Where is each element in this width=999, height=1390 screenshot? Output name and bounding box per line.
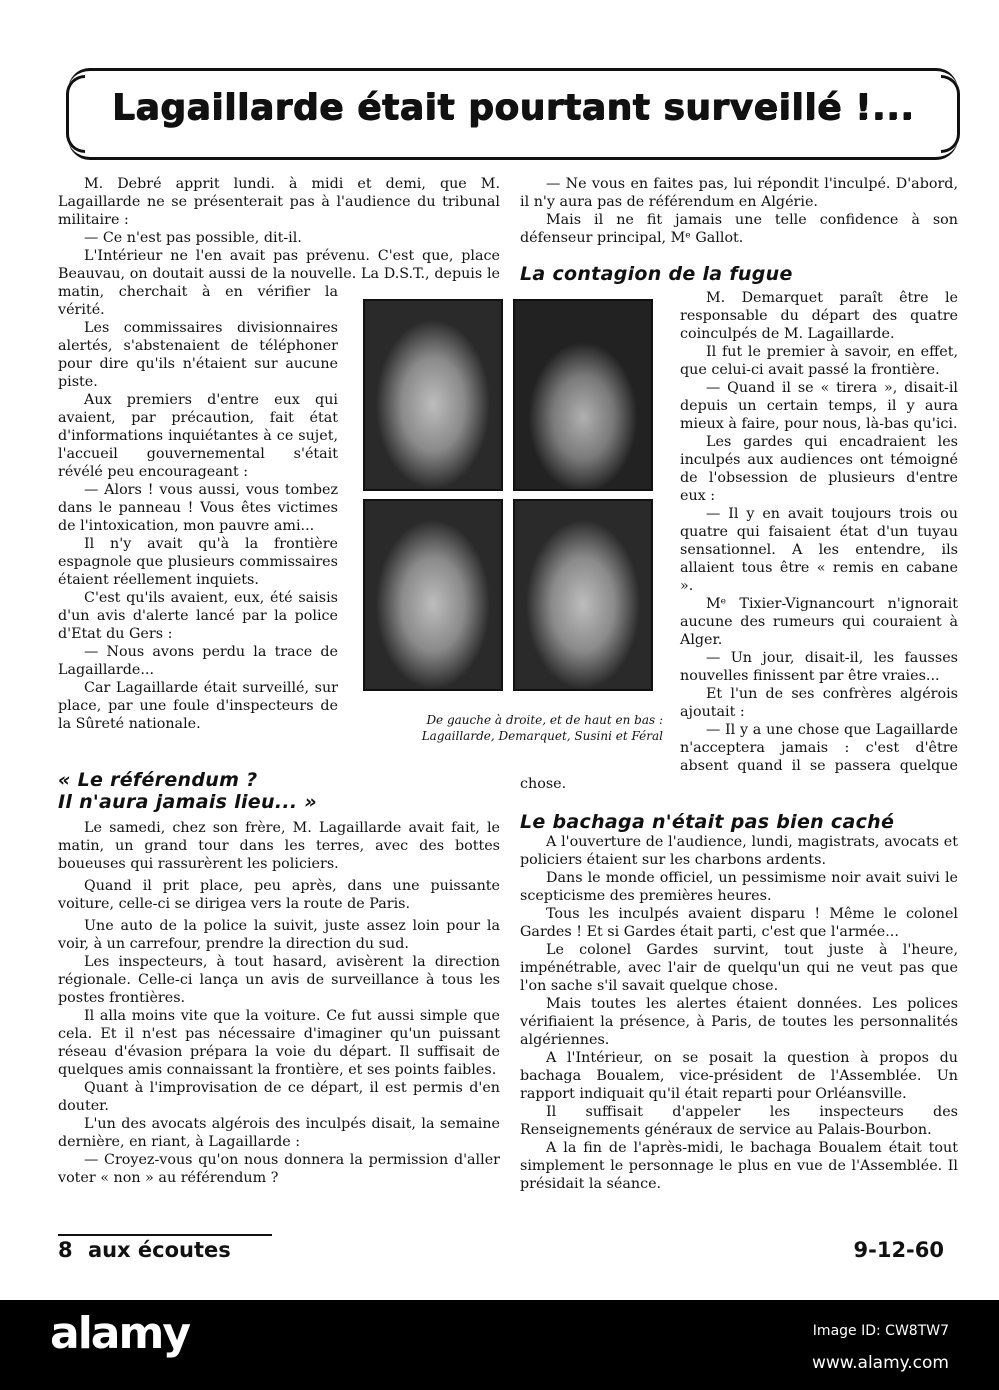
paragraph: M. Debré apprit lundi. à midi et demi, que M. Lagaillarde ne se présenterait pas à l'audience du tribunal militaire : [58, 176, 500, 228]
footer-publication [58, 1238, 231, 1262]
paragraph: Quand il prit place, peu après, dans une puissante voiture, celle-ci se dirigea vers la route de Paris. [58, 878, 500, 912]
paragraph: Le samedi, chez son frère, M. Lagaillarde avait fait, le matin, un grand tour dans les terres, avec des bottes boueuses qui rassurèrent les policiers. [58, 820, 500, 872]
paragraph: Dans le monde officiel, un pessimisme noir avait suivi le scepticisme des premières heures. [520, 870, 958, 904]
caption-line: De gauche à droite, et de haut en bas : [426, 713, 663, 727]
paragraph: C'est qu'ils avaient, eux, été saisis d'un avis d'alerte lancé par la police d'Etat du Gers : [58, 590, 338, 642]
paragraph: Les gardes qui encadraient les inculpés aux audiences ont témoigné de l'obsession de plusieurs d'entre eux : [680, 434, 958, 504]
paragraph: A la fin de l'après-midi, le bachaga Boualem était tout simplement le personnage le plus en vue de l'Assemblée. Il présidait la séance. [520, 1140, 958, 1192]
watermark-bar [0, 1300, 999, 1390]
issue-date: 9-12-60 [853, 1238, 944, 1262]
paragraph: — Quand il se « tirera », disait-il depuis un certain temps, il y aura mieux à faire, pour nous, là-bas qu'ici. [680, 380, 958, 432]
paragraph: Mᵉ Tixier-Vignancourt n'ignorait aucune des rumeurs qui couraient à Alger. [680, 596, 958, 648]
paragraph: Il suffisait d'appeler les inspecteurs des Renseignements généraux de service au Palais-Bourbon. [520, 1104, 958, 1138]
headline-frame [68, 68, 958, 160]
photo-caption [355, 712, 663, 744]
caption-line: Lagaillarde, Demarquet, Susini et Féral [421, 729, 663, 743]
paragraph: Les commissaires divisionnaires alertés, s'abstenaient de téléphoner pour dire qu'ils n'étaient sur aucune piste. [58, 320, 338, 390]
paragraph: Il n'y avait qu'à la frontière espagnole que plusieurs commissaires étaient réellement inquiets. [58, 536, 338, 588]
paragraph: A l'ouverture de l'audience, lundi, magistrats, avocats et policiers étaient sur les charbons ardents. [520, 834, 958, 868]
paragraph: Mais toutes les alertes étaient données. Les polices vérifiaient la présence, à Paris, de toutes les personnalités algériennes. [520, 996, 958, 1048]
photo-feral [513, 499, 653, 691]
paragraph: Une auto de la police la suivit, juste assez loin pour la voir, à un carrefour, prendre la direction du sud. [58, 918, 500, 952]
paragraph: Le colonel Gardes survint, tout juste à l'heure, impénétrable, avec l'air de quelqu'un qui ne veut pas que l'on sache s'il savait quelque chose. [520, 942, 958, 994]
paragraph: — Ne vous en faites pas, lui répondit l'inculpé. D'abord, il n'y aura pas de référendum en Algérie. [520, 176, 958, 210]
paragraph: — Il y en avait toujours trois ou quatre qui faisaient état d'un tuyau sensationnel. A les entendre, ils allaient tous être « remis en cabane ». [680, 506, 958, 594]
watermark-url: www.alamy.com [811, 1353, 949, 1373]
paragraph: M. Demarquet paraît être le responsable du départ des quatre coinculpés de M. Lagaillarde. [680, 290, 958, 342]
paragraph: Quant à l'improvisation de ce départ, il est permis d'en douter. [58, 1080, 500, 1114]
section-heading-contagion: La contagion de la fugue [520, 263, 793, 285]
paragraph: Tous les inculpés avaient disparu ! Même le colonel Gardes ! Et si Gardes était parti, c'est que l'armée... [520, 906, 958, 940]
paragraph: — Ce n'est pas possible, dit-il. [84, 230, 302, 246]
paragraph: Car Lagaillarde était surveillé, sur place, par une foule d'inspecteurs de la Sûreté nationale. [58, 680, 338, 732]
paragraph: — Un jour, disait-il, les fausses nouvelles finissent par être vraies... [680, 650, 958, 684]
photo-lagaillarde [363, 299, 503, 491]
heading-line: « Le référendum ? [58, 769, 258, 791]
headline: Lagaillarde était pourtant surveillé !... [111, 87, 915, 128]
paragraph: Il fut le premier à savoir, en effet, que celui-ci avait passé la frontière. [680, 344, 958, 378]
publication-name: aux écoutes [87, 1238, 231, 1262]
paragraph: Il alla moins vite que la voiture. Ce fut aussi simple que cela. Et il n'est pas nécessaire d'imaginer qu'un puissant réseau d'évasion prépara la voie du départ. Il suffisait de quelques amis connaissant la frontière, et ses points faibles. [58, 1008, 500, 1078]
paragraph: L'Intérieur ne l'en avait pas prévenu. C'est que, place Beauvau, on doutait aussi de la nouvelle. La D.S.T., depuis le matin, cherchait à en vérifier la vérité. [58, 248, 500, 318]
photo-susini [363, 499, 503, 691]
page-number: 8 [58, 1238, 73, 1262]
photo-demarquet [513, 299, 653, 491]
heading-line: Il n'aura jamais lieu... » [58, 791, 317, 813]
paragraph: — Croyez-vous qu'on nous donnera la permission d'aller voter « non » au référendum ? [58, 1152, 500, 1186]
footer-rule [58, 1234, 272, 1236]
image-id: Image ID: CW8TW7 [812, 1323, 949, 1339]
paragraph: Et l'un de ses confrères algérois ajoutait : [680, 686, 958, 720]
paragraph: Mais il ne fit jamais une telle confidence à son défenseur principal, Mᵉ Gallot. [520, 212, 958, 246]
paragraph: L'un des avocats algérois des inculpés disait, la semaine dernière, en riant, à Lagaillarde : [58, 1116, 500, 1150]
paragraph: — Il y a une chose que Lagaillarde n'acceptera jamais : c'est d'être absent quand il se passera quelque chose. [520, 722, 958, 792]
paragraph: — Alors ! vous aussi, vous tombez dans le panneau ! Vous êtes victimes de l'intoxication, mon pauvre ami... [58, 482, 338, 534]
paragraph: Aux premiers d'entre eux qui avaient, par précaution, fait état d'informations inquiétantes à ce sujet, l'accueil gouvernemental s'était révélé peu encourageant : [58, 392, 338, 480]
alamy-logo: alamy [50, 1308, 189, 1359]
paragraph: Les inspecteurs, à tout hasard, avisèrent la direction régionale. Celle-ci lança un avis de surveillance à tous les postes frontières. [58, 954, 500, 1006]
section-heading-referendum [58, 769, 500, 813]
paragraph: A l'Intérieur, on se posait la question à propos du bachaga Boualem, vice-président de l'Assemblée. Un rapport indiquait qu'il était reparti pour Orléansville. [520, 1050, 958, 1102]
paragraph: — Nous avons perdu la trace de Lagaillarde... [58, 644, 338, 678]
section-heading-bachaga: Le bachaga n'était pas bien caché [520, 811, 895, 833]
